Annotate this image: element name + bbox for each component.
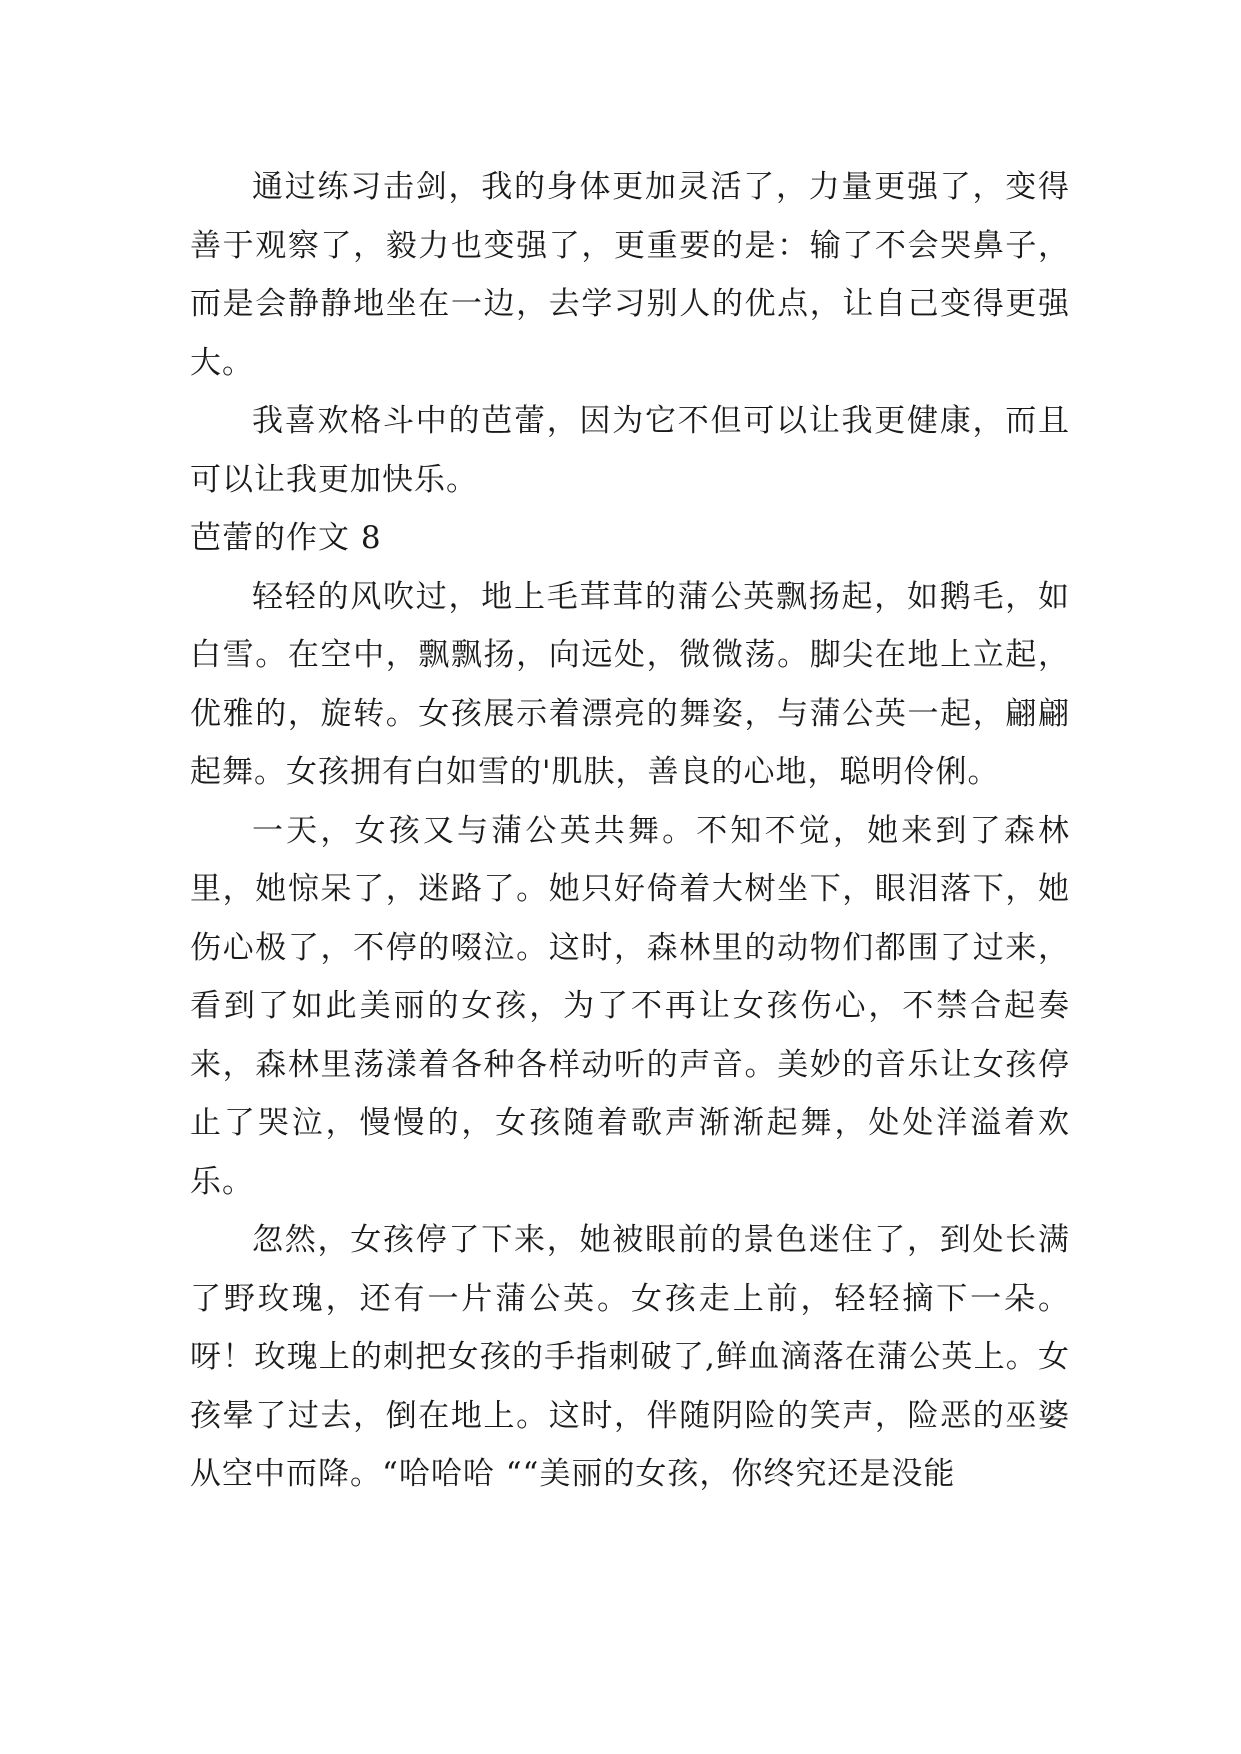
paragraph-fencing-benefits: 通过练习击剑，我的身体更加灵活了，力量更强了，变得善于观察了，毅力也变强了，更重要的是：输了不会哭鼻子，而是会静静地坐在一边，去学习别人的优点，让自己变得更强大。 [190, 169, 1070, 381]
essay-heading: 芭蕾的作文 8 [190, 520, 382, 556]
paragraph-fencing-conclusion: 我喜欢格斗中的芭蕾，因为它不但可以让我更健康，而且可以让我更加快乐。 [190, 403, 1070, 498]
paragraph-dandelion-dance: 轻轻的风吹过，地上毛茸茸的蒲公英飘扬起，如鹅毛，如白雪。在空中，飘飘扬，向远处，微微荡。脚尖在地上立起，优雅的，旋转。女孩展示着漂亮的舞姿，与蒲公英一起，翩翩起舞。女孩拥有白如雪的'肌肤，善良的心地，聪明伶俐。 [190, 578, 1070, 790]
paragraph-witch: 忽然，女孩停了下来，她被眼前的景色迷住了，到处长满了野玫瑰，还有一片蒲公英。女孩走上前，轻轻摘下一朵。呀！玫瑰上的刺把女孩的手指刺破了,鲜血滴落在蒲公英上。女孩晕了过去，倒在地上。这时，伴随阴险的笑声，险恶的巫婆从空中而降。“哈哈哈 ““美丽的女孩，你终究还是没能 [190, 1222, 1070, 1492]
document-body [190, 158, 1070, 1504]
paragraph-forest: 一天，女孩又与蒲公英共舞。不知不觉，她来到了森林里，她惊呆了，迷路了。她只好倚着大树坐下，眼泪落下，她伤心极了，不停的啜泣。这时，森林里的动物们都围了过来，看到了如此美丽的女孩，为了不再让女孩伤心，不禁合起奏来，森林里荡漾着各种各样动听的声音。美妙的音乐让女孩停止了哭泣，慢慢的，女孩随着歌声渐渐起舞，处处洋溢着欢乐。 [190, 812, 1070, 1200]
